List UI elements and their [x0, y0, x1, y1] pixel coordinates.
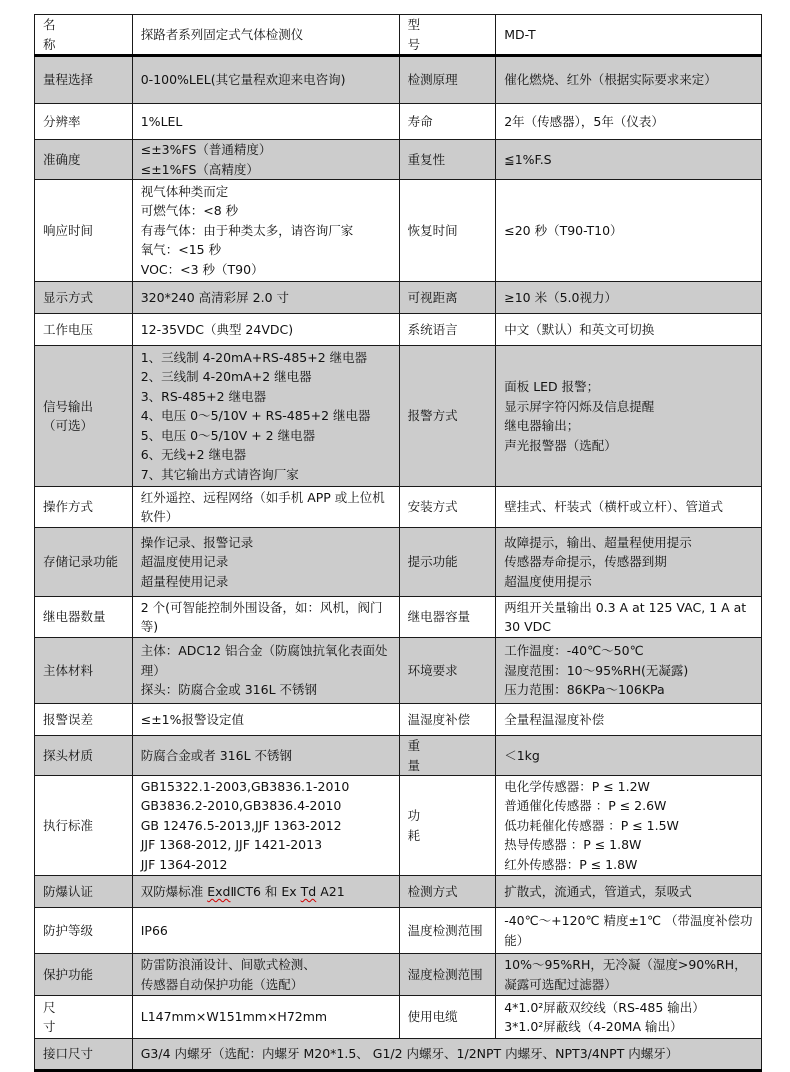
spec-label-text: 寿命: [407, 113, 433, 129]
spec-value-line: ＜1kg: [504, 747, 540, 763]
spec-label: [399, 996, 496, 1039]
spec-label-text: 提示功能: [407, 554, 458, 570]
spec-value-line: 4、电压 0～5/10V + RS-485+2 继电器: [140, 408, 371, 424]
spec-label-text: 准确度: [43, 151, 81, 167]
spec-label-line: （可选）: [43, 418, 94, 433]
spec-label-text: 执行标准: [43, 817, 94, 833]
spec-value: [132, 140, 399, 180]
spec-value-line: 超温度使用记录: [140, 554, 229, 570]
spec-value-line: 显示屏字符闪烁及信息提醒: [504, 398, 655, 414]
spec-value: [496, 56, 762, 104]
spec-value-line: 1%LEL: [140, 113, 183, 129]
spec-value-line: 面板 LED 报警；: [504, 379, 600, 394]
spec-value: [132, 876, 399, 908]
spec-value-line: 1、三线制 4-20mA+RS-485+2 继电器: [140, 349, 368, 365]
spec-row: [35, 346, 762, 487]
spec-label: [35, 736, 133, 776]
spec-label-text: 温湿度补偿: [407, 711, 471, 727]
spec-label-text: 名 称: [43, 17, 76, 52]
spec-label: [399, 180, 496, 282]
spec-label: [35, 704, 133, 736]
spec-value: [132, 487, 399, 528]
spec-value: [496, 528, 762, 597]
spec-value-line: 2、三线制 4-20mA+2 继电器: [140, 369, 312, 385]
spec-value-line: ≥10 米（5.0视力）: [504, 289, 617, 305]
spec-value: [496, 487, 762, 528]
spec-label: [399, 908, 496, 954]
spec-row: [35, 908, 762, 954]
spec-label-text: 湿度检测范围: [407, 966, 483, 982]
spec-value-line: 2年（传感器），5年（仪表）: [504, 113, 664, 129]
spec-label-text: 重复性: [407, 151, 446, 167]
spec-value-line: 12-35VDC（典型 24VDC): [140, 321, 294, 337]
spec-label: [35, 487, 133, 528]
spec-row: [35, 638, 762, 704]
spec-label: [399, 736, 496, 776]
spec-value: [496, 15, 762, 56]
spec-value: [132, 638, 399, 704]
spec-value-line: 5、电压 0～5/10V + 2 继电器: [140, 427, 316, 443]
spec-row: [35, 104, 762, 140]
spec-value-line: 3、RS-485+2 继电器: [140, 388, 267, 404]
spec-label-text: 型 号: [407, 17, 441, 52]
spec-label-text: 响应时间: [43, 222, 94, 238]
spec-label: [35, 638, 133, 704]
spec-value: [496, 346, 762, 487]
spec-label: [35, 776, 133, 876]
spec-row: [35, 314, 762, 346]
spec-value: [496, 876, 762, 908]
spec-value-line: JJF 1368-2012, JJF 1421-2013: [140, 837, 323, 853]
spec-label: [399, 954, 496, 996]
spec-label-text: 尺 寸: [43, 999, 76, 1034]
spec-label: [35, 104, 133, 140]
spec-value: [496, 954, 762, 996]
spec-label-text: 操作方式: [43, 499, 94, 515]
spec-value-line: JJF 1364-2012: [140, 856, 228, 872]
spec-value: [496, 282, 762, 314]
spec-value-line: IP66: [140, 922, 168, 938]
spec-row: [35, 704, 762, 736]
spec-label-text: 显示方式: [43, 289, 94, 305]
spec-label: [35, 282, 133, 314]
spec-label-text: 防爆认证: [43, 883, 94, 899]
spec-label: [399, 876, 496, 908]
spec-value-line: 传感器自动保护功能（选配）: [140, 976, 304, 992]
spec-value-line: 超温度使用提示: [504, 573, 592, 589]
spec-value: [496, 104, 762, 140]
spec-value-line: 压力范围：86KPa～106KPa: [504, 682, 665, 698]
spec-label: [399, 528, 496, 597]
spec-row: [35, 597, 762, 638]
spec-value-line: 热导传感器 ：P ≤ 1.8W: [504, 837, 642, 853]
spec-label-text: 恢复时间: [407, 222, 458, 238]
spec-value-line: 防腐合金或者 316L 不锈钢: [140, 747, 293, 763]
spellcheck-underline: Td: [300, 883, 317, 899]
spec-label-text: 保护功能: [43, 966, 94, 982]
spec-label: [35, 15, 133, 56]
spec-label-text: 系统语言: [407, 321, 458, 337]
spec-value-line: 普通催化传感器 ：P ≤ 2.6W: [504, 798, 667, 814]
spec-value: [496, 140, 762, 180]
spec-label-text: 继电器容量: [407, 609, 471, 625]
spec-row: [35, 15, 762, 56]
spec-value-line: ≤±1%报警设定值: [140, 711, 245, 727]
spec-label-line: 信号输出: [43, 398, 94, 414]
spec-value-line: 全量程温湿度补偿: [504, 711, 605, 727]
spec-value-line: 继电器输出；: [504, 418, 580, 433]
spec-value-line: 低功耗催化传感器 ：P ≤ 1.5W: [504, 817, 679, 833]
spec-value: [496, 638, 762, 704]
spec-label: 接口尺寸: [35, 1039, 133, 1071]
spec-value: G3/4 内螺牙（选配：内螺牙 M20*1.5、 G1/2 内螺牙、1/2NPT 内螺牙、NPT3/4NPT 内螺牙）: [132, 1039, 761, 1071]
spec-value-line: -40℃～+120℃ 精度±1℃ （带温度补偿功能）: [504, 913, 753, 948]
spec-label: [399, 140, 496, 180]
spec-value-line: 3*1.0²屏蔽线（4-20MA 输出）: [504, 1019, 683, 1034]
spec-value: [132, 104, 399, 140]
spec-value-line: GB3836.2-2010,GB3836.4-2010: [140, 798, 342, 814]
spec-label-text: 防护等级: [43, 922, 94, 938]
spec-value-line: ≤20 秒（T90-T10）: [504, 222, 623, 238]
spec-row: [35, 487, 762, 528]
spec-label-text: 温度检测范围: [407, 922, 483, 938]
spec-label: [35, 954, 133, 996]
spec-label-text: 量程选择: [43, 72, 94, 88]
spec-value-line: 湿度范围：10～95%RH(无凝露): [504, 662, 689, 678]
spec-table-body: [35, 15, 762, 1071]
spec-label: [399, 314, 496, 346]
spec-value-line: 声光报警器（选配）: [504, 437, 617, 453]
spec-label: [35, 314, 133, 346]
spec-value-line: 操作记录、报警记录: [140, 534, 254, 550]
spec-value: [496, 314, 762, 346]
spec-value: [132, 704, 399, 736]
spec-value-line: GB15322.1-2003,GB3836.1-2010: [140, 778, 350, 794]
spec-label-text: 环境要求: [407, 662, 458, 678]
spec-label: [399, 776, 496, 876]
spec-value-line: 超量程使用记录: [140, 573, 229, 589]
spec-value: [496, 996, 762, 1039]
spec-value-line: 催化燃烧、红外（根据实际要求来定）: [504, 72, 717, 88]
spec-value: [132, 346, 399, 487]
spec-label-text: 可视距离: [407, 289, 458, 305]
spellcheck-underline: Exd: [207, 883, 231, 899]
spec-label-text: 安装方式: [407, 499, 458, 515]
spec-value: [132, 282, 399, 314]
spec-value-line: ≤±1%FS（高精度）: [140, 161, 259, 177]
spec-label: [399, 104, 496, 140]
spec-label: [399, 282, 496, 314]
spec-label: [35, 996, 133, 1039]
spec-row: [35, 140, 762, 180]
spec-row: [35, 736, 762, 776]
spec-row-interface-size: [35, 1039, 762, 1071]
spec-value-line: 探头：防腐合金或 316L 不锈钢: [140, 682, 318, 698]
spec-label: [399, 597, 496, 638]
spec-value: [496, 180, 762, 282]
spec-value: [496, 704, 762, 736]
spec-label: [35, 876, 133, 908]
spec-value: [132, 908, 399, 954]
spec-value-line: 7、其它输出方式请咨询厂家: [140, 466, 299, 482]
spec-row: [35, 996, 762, 1039]
spec-value-line: 6、无线+2 继电器: [140, 447, 247, 463]
spec-value: [132, 180, 399, 282]
spec-value-line: 红外传感器：P ≤ 1.8W: [504, 856, 638, 872]
spec-label: [399, 346, 496, 487]
spec-value: [132, 56, 399, 104]
spec-value: [496, 776, 762, 876]
spec-value-line: L147mm×W151mm×H72mm: [140, 1009, 328, 1025]
spec-value-line: 0-100%LEL(其它量程欢迎来电咨询): [140, 72, 346, 88]
spec-value: [496, 736, 762, 776]
spec-value-line: 4*1.0²屏蔽双绞线（RS-485 输出）: [504, 999, 705, 1015]
spec-label-text: 重 量: [407, 738, 441, 773]
spec-label-text: 存储记录功能: [43, 554, 119, 570]
spec-label-text: 工作电压: [43, 321, 94, 337]
spec-label: [399, 638, 496, 704]
spec-value-line: 2 个(可智能控制外围设备，如：风机，阀门等): [140, 599, 383, 634]
spec-value-line: 故障提示，输出、超量程使用提示: [504, 534, 692, 550]
spec-value-line: 探路者系列固定式气体检测仪: [140, 26, 304, 42]
spec-value-line: ≤±3%FS（普通精度）: [140, 142, 272, 157]
spec-label: [35, 56, 133, 104]
spec-label: [35, 528, 133, 597]
spec-value-line: 红外遥控、远程网络（如手机 APP 或上位机软件）: [140, 489, 385, 524]
spec-row: [35, 776, 762, 876]
spec-value-line: 电化学传感器：P ≤ 1.2W: [504, 778, 650, 794]
spec-value: [496, 908, 762, 954]
spec-label-text: 检测原理: [407, 72, 458, 88]
spec-row: [35, 876, 762, 908]
spec-label-text: 报警方式: [407, 408, 458, 424]
spec-label: [35, 597, 133, 638]
spec-row: [35, 282, 762, 314]
spec-value-line: 双防爆标准 ExdⅡCT6 和 Ex Td A21: [140, 883, 345, 899]
spec-row: [35, 56, 762, 104]
spec-label-text: 主体材料: [43, 662, 94, 678]
spec-row: [35, 528, 762, 597]
spec-label: [399, 56, 496, 104]
spec-value-line: 320*240 高清彩屏 2.0 寸: [140, 289, 290, 305]
spec-row: [35, 954, 762, 996]
spec-label-text: 使用电缆: [407, 1009, 458, 1025]
spec-value-line: 主体：ADC12 铝合金（防腐蚀抗氧化表面处理）: [140, 643, 388, 678]
spec-value-line: 有毒气体：由于种类太多，请咨询厂家: [140, 222, 354, 238]
spec-value-line: 中文（默认）和英文可切换: [504, 321, 655, 337]
spec-value: [132, 15, 399, 56]
spec-label: [35, 908, 133, 954]
spec-value: [132, 314, 399, 346]
spec-label: [399, 704, 496, 736]
spec-value: [132, 736, 399, 776]
spec-value-line: 扩散式，流通式，管道式，泵吸式: [504, 883, 692, 899]
spec-label: [35, 140, 133, 180]
spec-table: [34, 14, 762, 1072]
spec-value-line: MD-T: [504, 26, 536, 42]
spec-label-text: 分辨率: [43, 113, 81, 129]
spec-value-line: 传感器寿命提示，传感器到期: [504, 554, 667, 570]
spec-value-line: 工作温度：-40℃～50℃: [504, 643, 644, 659]
spec-value-line: 防雷防浪涌设计、间歇式检测、: [140, 957, 316, 972]
spec-value: [132, 954, 399, 996]
spec-value-line: VOC：<3 秒（T90）: [140, 261, 264, 277]
spec-value-line: 两组开关量输出 0.3 A at 125 VAC, 1 A at 30 VDC: [504, 599, 747, 634]
spec-label-text: 继电器数量: [43, 609, 106, 625]
spec-value: [132, 996, 399, 1039]
spec-value-line: 氧气：<15 秒: [140, 242, 222, 258]
spec-value-line: 可燃气体：<8 秒: [140, 203, 239, 219]
spec-value-line: ≦1%F.S: [504, 151, 552, 167]
spec-label-text: 报警误差: [43, 711, 94, 727]
spec-value-line: 10%～95%RH，无冷凝（湿度>90%RH，凝露可选配过滤器）: [504, 957, 747, 992]
spec-value: [132, 597, 399, 638]
spec-label: [399, 487, 496, 528]
spec-value-line: GB 12476.5-2013,JJF 1363-2012: [140, 817, 342, 833]
spec-label: [35, 180, 133, 282]
spec-label: [399, 15, 496, 56]
spec-value-line: 视气体种类而定: [140, 183, 229, 199]
spec-row: [35, 180, 762, 282]
spec-label-text: 检测方式: [407, 883, 458, 899]
spec-value: [132, 528, 399, 597]
spec-label-text: 探头材质: [43, 747, 94, 763]
spec-label: [35, 346, 133, 487]
spec-value: [132, 776, 399, 876]
spec-value-line: 壁挂式、杆装式（横杆或立杆）、管道式: [504, 499, 723, 515]
spec-label-text: 功 耗: [407, 808, 441, 843]
spec-value: [496, 597, 762, 638]
